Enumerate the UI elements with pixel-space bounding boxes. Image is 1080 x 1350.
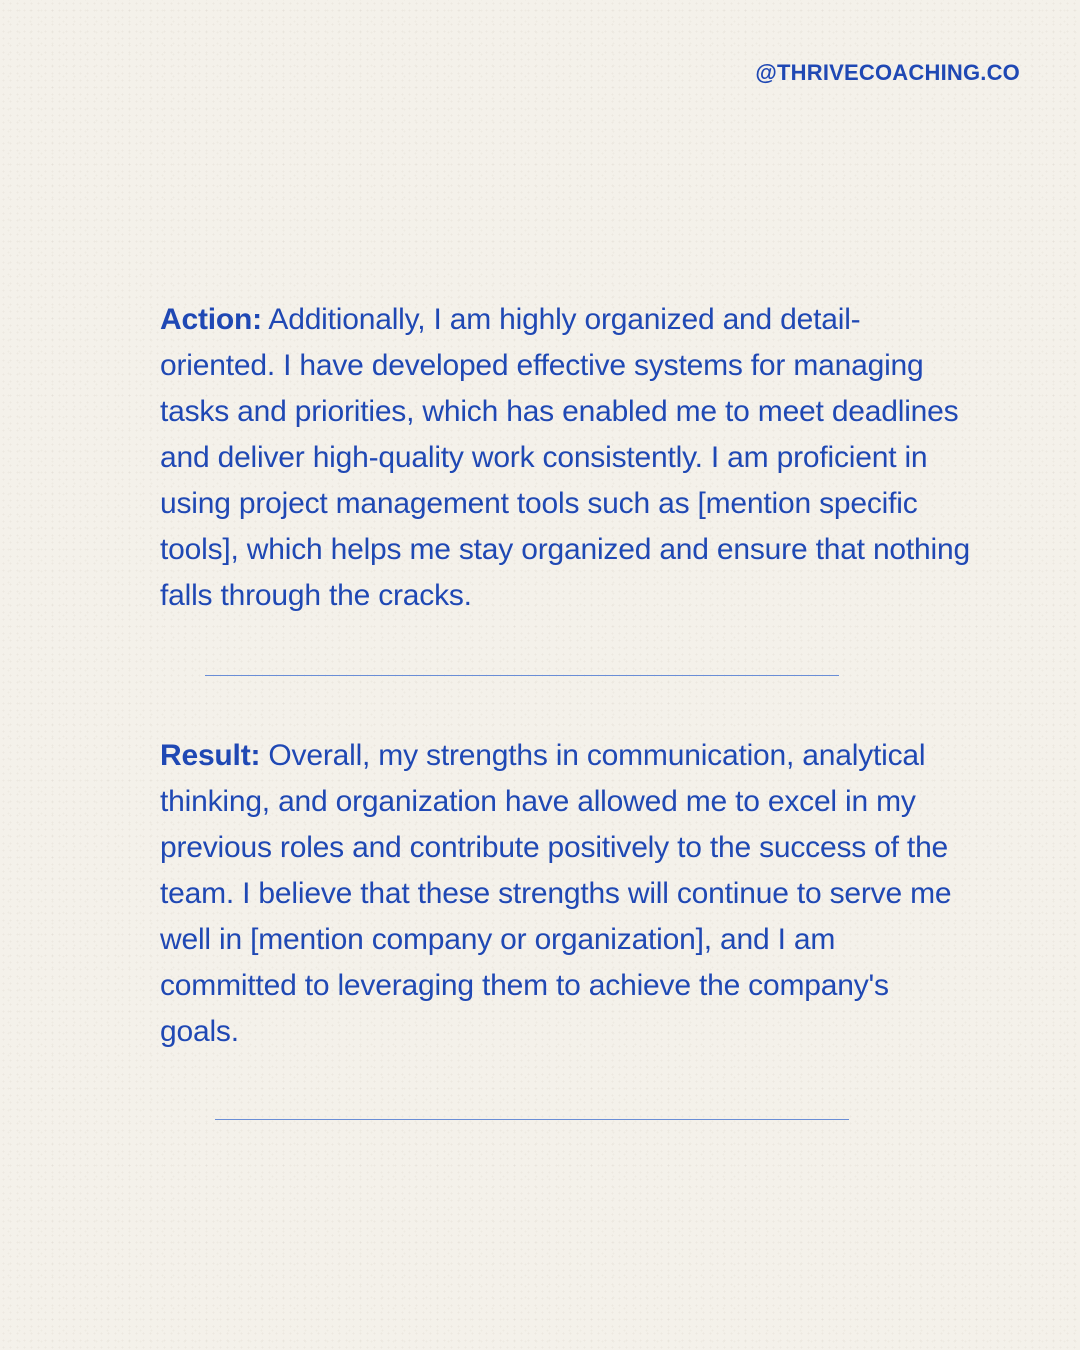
- result-text: Overall, my strengths in communication, analytical thinking, and organization have allowed me to excel in my previous roles and contribute positively to the success of the team. I believe that these strengths will continue to serve me well in [mention company or organization], and I am committed to leveraging them to achieve the company's goals.: [160, 739, 952, 1048]
- brand-handle: @THRIVECOACHING.CO: [755, 60, 1020, 85]
- divider: [205, 675, 839, 676]
- action-paragraph: [160, 297, 970, 619]
- action-text: Additionally, I am highly organized and detail-oriented. I have developed effective systems for managing tasks and priorities, which has enabled me to meet deadlines and deliver high-quality work consistently. I am proficient in using project management tools such as [mention specific tools], which helps me stay organized and ensure that nothing falls through the cracks.: [160, 303, 970, 612]
- result-label: Result:: [160, 739, 261, 772]
- divider: [215, 1119, 849, 1120]
- action-label: Action:: [160, 303, 262, 336]
- result-paragraph: [160, 733, 970, 1055]
